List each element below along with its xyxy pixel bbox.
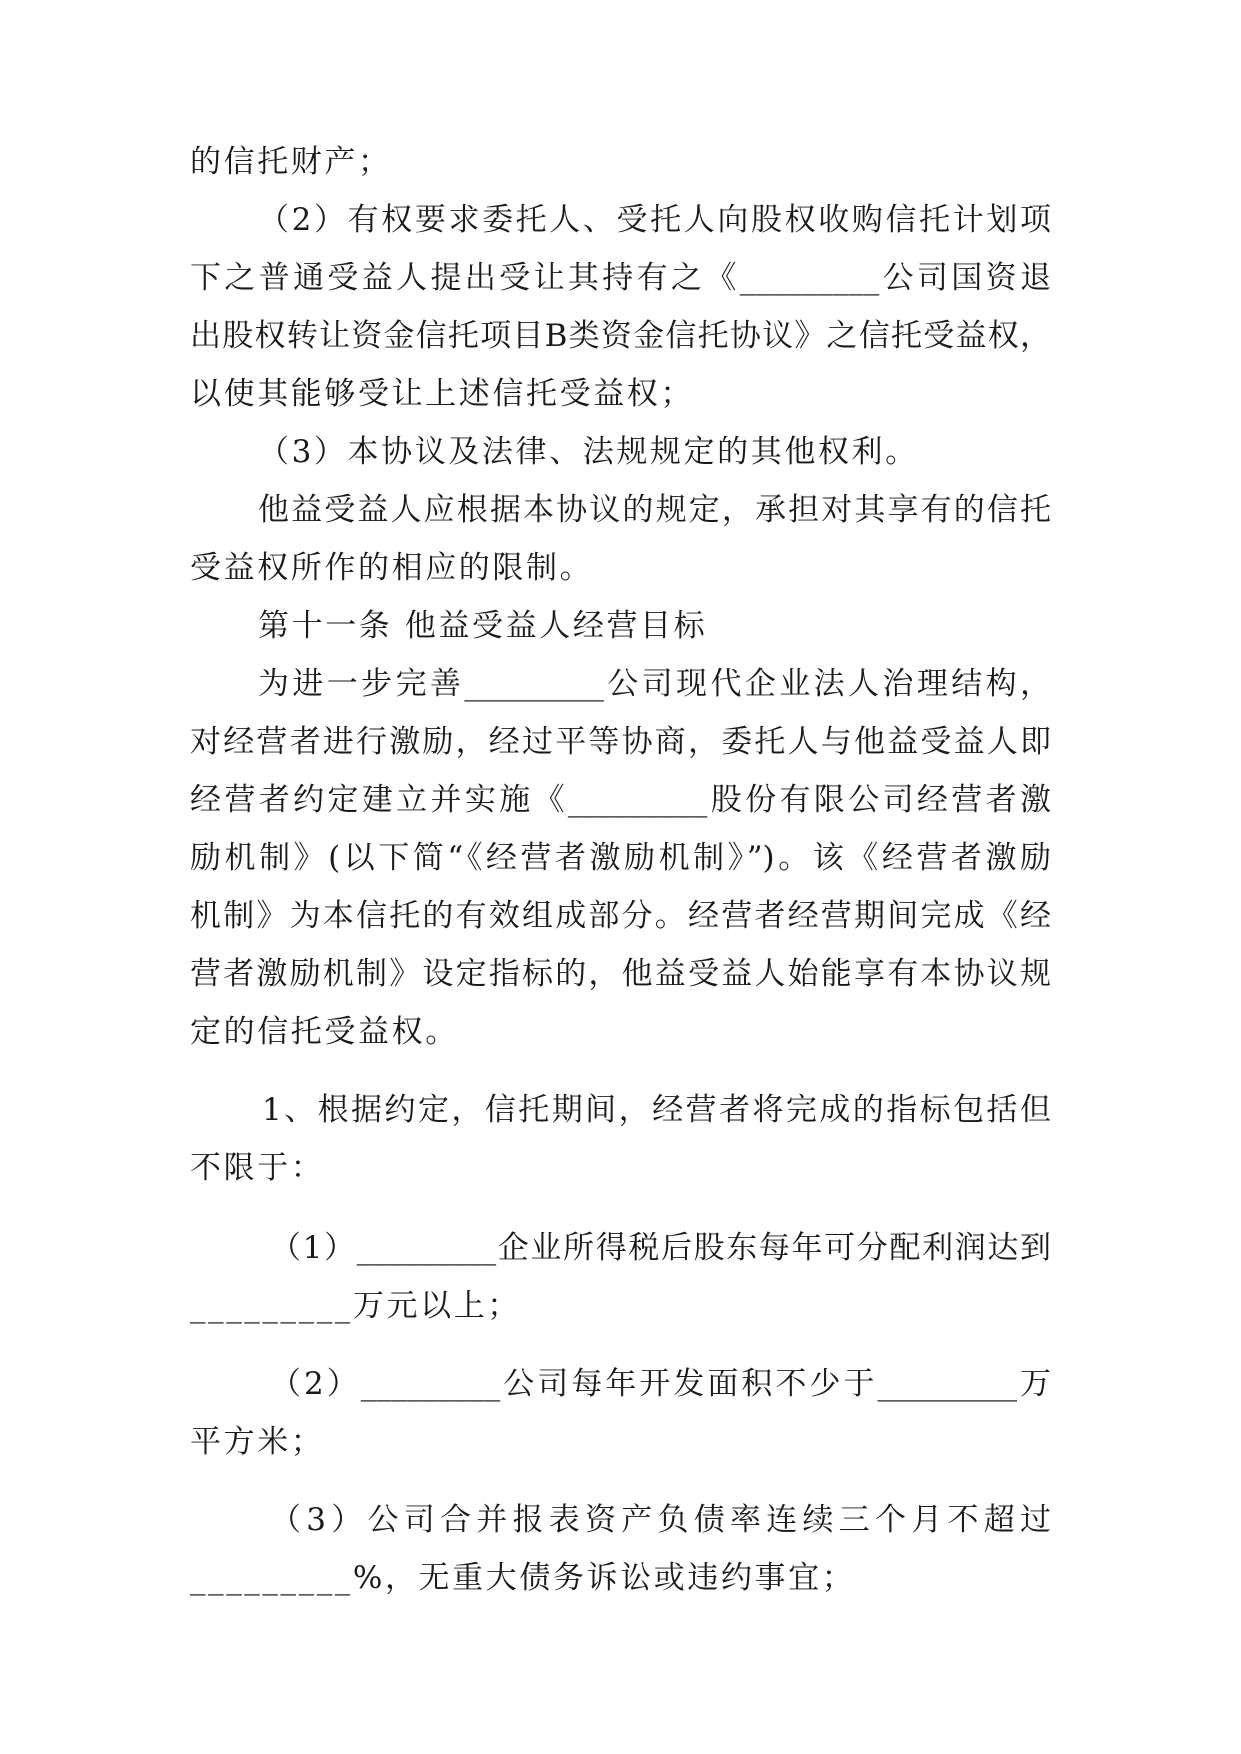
text-line: 营者激励机制》设定指标的，他益受益人始能享有本协议规 <box>190 956 1051 992</box>
text-line: 1、根据约定，信托期间，经营者将完成的指标包括但 <box>262 1092 1051 1128</box>
text-line: 励机制》(以下简“《经营者激励机制》”)。该《经营者激励 <box>190 840 1051 876</box>
text-line: 平方米； <box>190 1424 325 1460</box>
text-line: 出股权转让资金信托项目B类资金信托协议》之信托受益权， <box>190 318 1051 354</box>
text-line: 的信托财产； <box>190 144 392 180</box>
text-line: 经营者约定建立并实施《_________股份有限公司经营者激 <box>190 782 1051 818</box>
text-line: 对经营者进行激励，经过平等协商，委托人与他益受益人即 <box>190 724 1051 760</box>
text-line: （3）本协议及法律、法规规定的其他权利。 <box>258 434 919 470</box>
text-line: （2）有权要求委托人、受托人向股权收购信托计划项 <box>258 202 1051 238</box>
section-heading: 第十一条 他益受益人经营目标 <box>258 608 708 644</box>
text-line: 受益权所作的相应的限制。 <box>190 550 594 586</box>
text-line: 以使其能够受让上述信托受益权； <box>190 376 694 412</box>
text-line: 机制》为本信托的有效组成部分。经营者经营期间完成《经 <box>190 898 1051 934</box>
text-line: 不限于： <box>190 1150 325 1186</box>
text-line: （1）_________企业所得税后股东每年可分配利润达到 <box>270 1230 1051 1266</box>
text-line: （2）_________公司每年开发面积不少于_________万 <box>270 1366 1051 1402</box>
text-line: _________%，无重大债务诉讼或违约事宜； <box>190 1560 856 1596</box>
text-line: （3）公司合并报表资产负债率连续三个月不超过 <box>270 1502 1051 1538</box>
text-line: 下之普通受益人提出受让其持有之《_________公司国资退 <box>190 260 1051 296</box>
text-line: 他益受益人应根据本协议的规定，承担对其享有的信托 <box>258 492 1051 528</box>
text-line: _________万元以上； <box>190 1288 521 1324</box>
text-line: 为进一步完善_________公司现代企业法人治理结构， <box>258 666 1051 702</box>
text-line: 定的信托受益权。 <box>190 1014 459 1050</box>
